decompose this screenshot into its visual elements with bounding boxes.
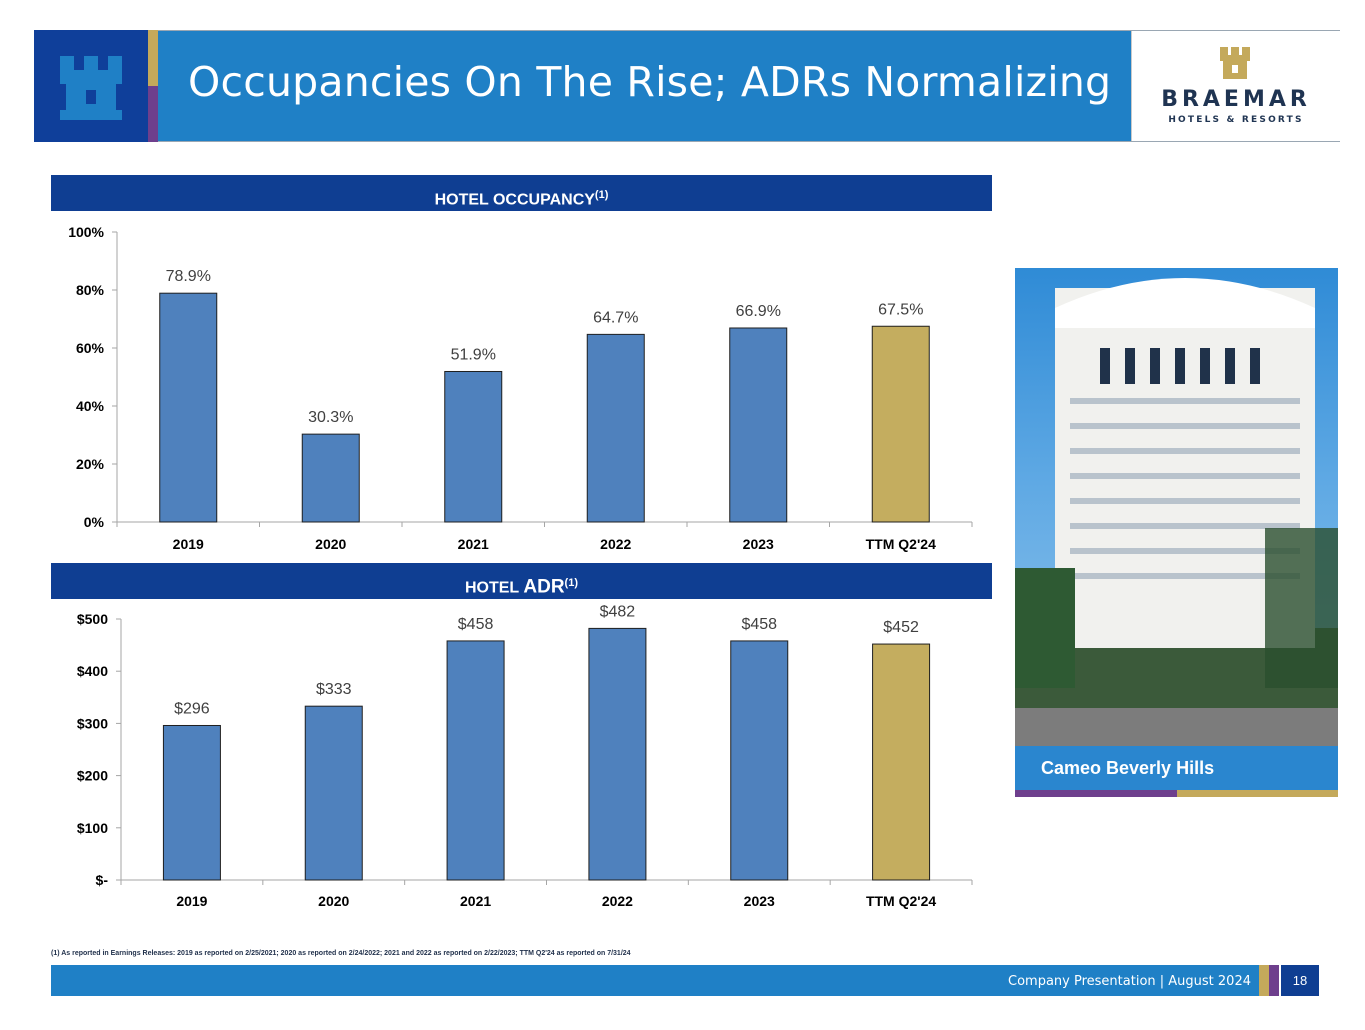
- occupancy-bar: [160, 293, 217, 522]
- occupancy-data-label: 64.7%: [593, 309, 639, 327]
- occupancy-data-label: 66.9%: [735, 302, 781, 320]
- footer-accent-gold: [1259, 965, 1269, 996]
- hotel-photo: [1015, 268, 1338, 746]
- occupancy-y-tick-label: 80%: [75, 282, 104, 298]
- adr-y-tick-label: $300: [76, 715, 108, 732]
- adr-data-label: $452: [883, 619, 919, 637]
- occupancy-bar: [872, 326, 929, 522]
- occupancy-category-label: 2022: [600, 536, 632, 552]
- caption-accent-gold: [1177, 790, 1338, 797]
- adr-y-tick-label: $-: [95, 872, 108, 888]
- adr-category-label: 2022: [601, 893, 633, 909]
- footnote: (1) As reported in Earnings Releases: 2019 as reported on 2/25/2021; 2020 as reported on 2/24/2022; 2021 and 2022 as reported on 2/22/2023; TTM Q2'24 as reported on 7/31/24: [51, 950, 631, 957]
- occupancy-category-label: 2020: [315, 536, 347, 552]
- adr-y-tick-label: $400: [76, 663, 108, 680]
- adr-category-label: 2021: [460, 893, 492, 909]
- adr-y-tick-label: $500: [76, 611, 108, 627]
- adr-y-tick-label: $100: [76, 819, 108, 836]
- occupancy-y-tick-label: 20%: [75, 456, 104, 472]
- adr-category-label: TTM Q2'24: [865, 893, 937, 909]
- adr-data-label: $458: [457, 615, 494, 633]
- adr-data-label: $482: [599, 603, 636, 621]
- brand-tower-icon: [1218, 47, 1252, 79]
- brand-logo: [1131, 31, 1340, 141]
- page-number: 18: [1281, 965, 1319, 996]
- occupancy-category-label: 2023: [742, 536, 774, 552]
- occupancy-bar: [445, 371, 502, 522]
- occupancy-y-tick-label: 100%: [68, 224, 104, 240]
- occupancy-y-tick-label: 40%: [75, 398, 104, 414]
- adr-data-label: $458: [741, 615, 778, 633]
- occupancy-category-label: TTM Q2'24: [865, 536, 936, 552]
- photo-caption: Cameo Beverly Hills: [1015, 746, 1338, 790]
- adr-category-label: 2023: [743, 893, 775, 909]
- occupancy-data-label: 30.3%: [308, 409, 354, 427]
- brand-subtitle: HOTELS & RESORTS: [1168, 115, 1304, 125]
- adr-bar: [305, 706, 362, 880]
- occupancy-data-label: 78.9%: [165, 268, 211, 286]
- caption-accent-purple: [1015, 790, 1177, 797]
- occupancy-data-label: 51.9%: [450, 346, 496, 364]
- adr-data-label: $296: [174, 700, 210, 718]
- occupancy-y-tick-label: 60%: [75, 340, 104, 356]
- footer-accent-purple: [1269, 965, 1279, 996]
- adr-bar: [447, 641, 504, 880]
- adr-data-label: $333: [315, 681, 352, 699]
- occupancy-bar: [302, 434, 359, 522]
- adr-title-footnote: (1): [564, 577, 578, 589]
- brand-name: BRAEMAR: [1161, 87, 1311, 112]
- footer-bar: [51, 965, 1259, 996]
- occupancy-data-label: 67.5%: [878, 301, 924, 319]
- occupancy-title-text: HOTEL OCCUPANCY: [434, 191, 595, 209]
- footer-text: Company Presentation | August 2024: [1008, 974, 1251, 989]
- adr-category-label: 2019: [176, 893, 208, 909]
- adr-bar: [873, 644, 930, 880]
- occupancy-title-footnote: (1): [594, 189, 609, 201]
- adr-title-prefix: HOTEL: [464, 579, 519, 597]
- adr-bar: [163, 725, 220, 880]
- adr-title-text: ADR: [523, 576, 565, 598]
- page-title: Occupancies On The Rise; ADRs Normalizing: [188, 58, 1112, 106]
- adr-category-label: 2020: [318, 893, 350, 909]
- adr-bar: [731, 641, 788, 880]
- occupancy-bar: [587, 334, 644, 522]
- adr-y-tick-label: $200: [76, 767, 108, 784]
- occupancy-y-tick-label: 0%: [83, 514, 104, 530]
- occupancy-category-label: 2021: [457, 536, 489, 552]
- occupancy-category-label: 2019: [172, 536, 204, 552]
- adr-bar: [589, 628, 646, 880]
- occupancy-bar: [730, 328, 787, 522]
